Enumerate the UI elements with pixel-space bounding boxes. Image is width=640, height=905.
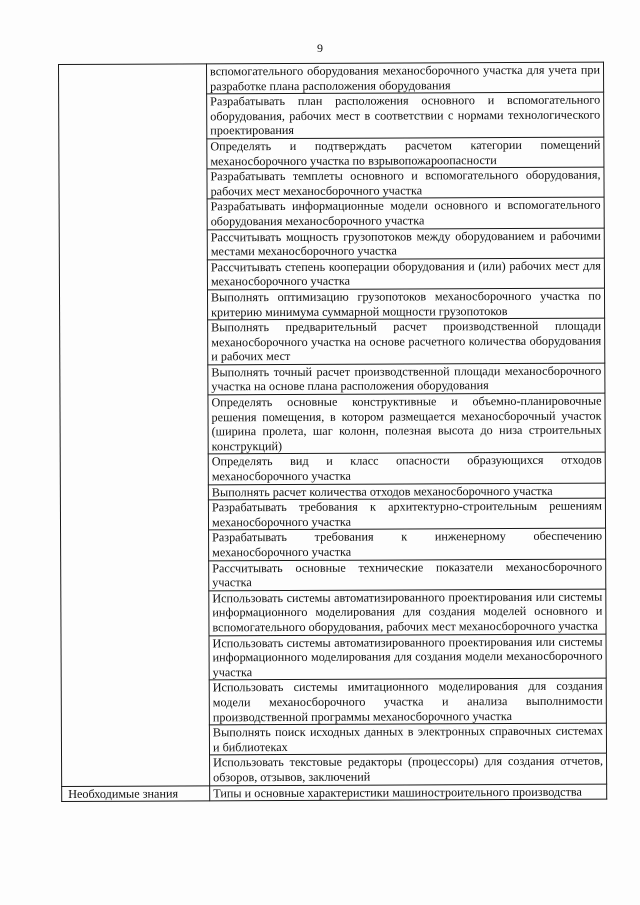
table-cell-text: Использовать системы автоматизированного проектирования или системы информационного моделирования для создания моделей основного и вспомогательного оборудования, рабочих мест механосборочного участка bbox=[209, 589, 606, 636]
table-cell-text: Разрабатывать требования к инженерному обеспечению механосборочного участка bbox=[209, 529, 606, 561]
table-cell-text: Выполнять расчет количества отходов механосборочного участка bbox=[208, 483, 605, 500]
requirements-table bbox=[58, 62, 607, 802]
page-number: 9 bbox=[317, 41, 323, 55]
table-cell-text: Разрабатывать план расположения основного и вспомогательного оборудования, рабочих мест в соответствии с нормами технологического проектирования bbox=[207, 92, 604, 139]
knowledge-label-cell: Необходимые знания bbox=[62, 785, 210, 801]
table-cell-text: Использовать текстовые редакторы (процессоры) для создания отчетов, обзоров, отзывов, заключений bbox=[210, 753, 607, 785]
skills-label-cell bbox=[59, 64, 210, 786]
table-row bbox=[59, 62, 604, 95]
table-cell-text: Использовать системы автоматизированного проектирования или системы информационного моделирования для создания модели механосборочного участка bbox=[209, 634, 606, 681]
table-cell-text: Выполнять предварительный расчет производственной площади механосборочного участка на основе расчетного количества оборудования и рабочих мест bbox=[208, 318, 605, 365]
table-cell-text: Выполнять поиск исходных данных в электронных справочных системах и библиотеках bbox=[209, 723, 606, 755]
table-cell-text: Разрабатывать темплеты основного и вспомогательного оборудования, рабочих мест механосборочного участка bbox=[207, 167, 604, 199]
table-cell-text: Определять основные конструктивные и объемно-планировочные решения помещения, в котором размещается механосборочный участок (ширина пролета, шаг колонн, полезная высота до низа строительных конструкций) bbox=[208, 393, 605, 454]
table-cell-text: Рассчитывать степень кооперации оборудования и (или) рабочих мест для механосборочного участка bbox=[207, 258, 604, 290]
table-cell-text: вспомогательного оборудования механосборочного участка для учета при разработке плана расположения оборудования bbox=[207, 62, 604, 94]
table-cell-text: Использовать системы имитационного моделирования для создания модели механосборочного участка и анализа выполнимости производственной программы механосборочного участка bbox=[209, 678, 606, 725]
table-cell-text: Определять вид и класс опасности образующихся отходов механосборочного участка bbox=[208, 453, 605, 485]
table-cell-text: Определять и подтверждать расчетом категории помещений механосборочного участка по взрывопожароопасности bbox=[207, 137, 604, 169]
table-cell-text: Выполнять точный расчет производственной площади механосборочного участка на основе плана расположения оборудования bbox=[208, 363, 605, 395]
table-cell-text: Рассчитывать основные технические показатели механосборочного участка bbox=[209, 559, 606, 591]
table-cell-text: Выполнять оптимизацию грузопотоков механосборочного участка по критерию минимума суммарной мощности грузопотоков bbox=[207, 288, 604, 320]
table-body bbox=[59, 62, 607, 801]
table-cell-text: Разрабатывать информационные модели основного и вспомогательного оборудования механосборочного участка bbox=[207, 197, 604, 229]
table-cell-text: Разрабатывать требования к архитектурно-строительным решениям механосборочного участка bbox=[208, 498, 605, 530]
table-cell-text: Рассчитывать мощность грузопотоков между оборудованием и рабочими местами механосборочного участка bbox=[207, 228, 604, 260]
table-cell-text: Типы и основные характеристики машиностроительного производства bbox=[210, 784, 607, 801]
table-row bbox=[62, 784, 607, 802]
